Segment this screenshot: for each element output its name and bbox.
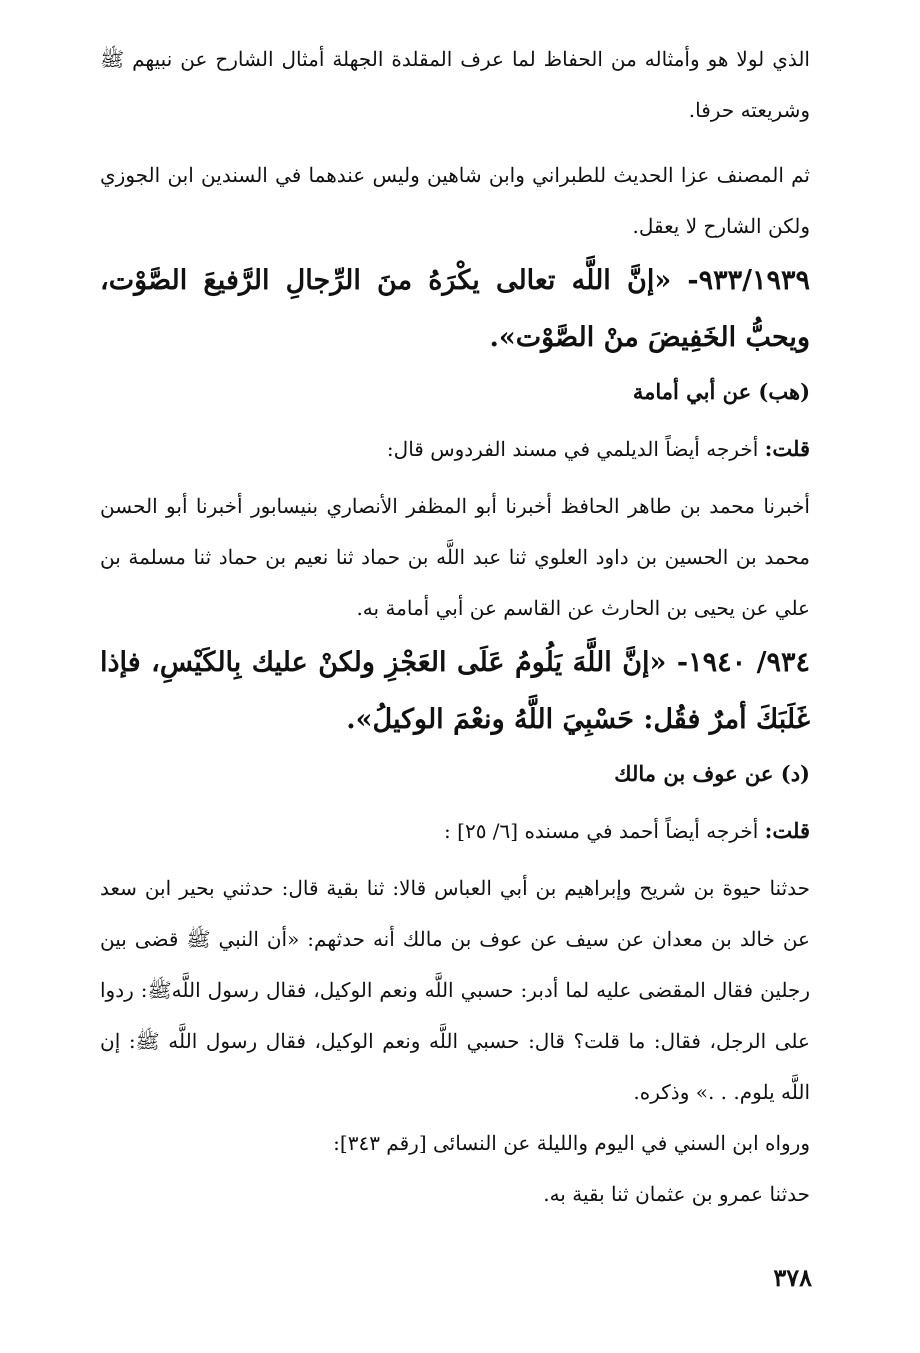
qult-text: أخرجه أيضاً أحمد في مسنده [٦/ ٢٥] : (444, 819, 759, 843)
paragraph-author-note: ثم المصنف عزا الحديث للطبراني وابن شاهين وليس عندهما في السندين ابن الجوزي ولكن الشارح لا يعقل. (100, 163, 810, 238)
isnad-paragraph-1: أخبرنا محمد بن طاهر الحافظ أخبرنا أبو المظفر الأنصاري بنيسابور أخبرنا أبو الحسن محمد بن الحسين بن داود العلوي ثنا عبد اللَّه بن حماد ثنا نعيم بن حماد ثنا مسلمة بن علي عن يحيى بن الحارث عن القاسم عن أبي أمامة به. (100, 494, 810, 620)
hadith-934: ٩٣٤/ ١٩٤٠- «إنَّ اللَّهَ يَلُومُ عَلَى العَجْزِ ولكنْ عليك بِالكَيْسِ، فإذا غَلَبَكَ أمرٌ فقُل: حَسْبِيَ اللَّهُ ونعْمَ الوكيلُ». (100, 647, 810, 735)
isnad-paragraph-2: حدثنا حيوة بن شريح وإبراهيم بن أبي العباس قالا: ثنا بقية قال: حدثني بحير ابن سعد عن خالد بن معدان عن سيف عن عوف بن مالك أنه حدثهم: «أن النبي ﷺ قضى بين رجلين فقال المقضى عليه لما أدبر: حسبي اللَّه ونعم الوكيل، فقال رسول اللَّهﷺ: ردوا على الرجل، فقال: ما قلت؟ قال: حسبي اللَّه ونعم الوكيل، فقال رسول اللَّه ﷺ: إن اللَّه يلوم. . .» وذكره. (100, 876, 810, 1104)
hadith-934-source: (د) عن عوف بن مالك (614, 761, 810, 786)
qult-note-2 (100, 805, 810, 857)
hadith-933-source: (هب) عن أبي أمامة (632, 379, 810, 404)
page-body (100, 34, 810, 1220)
qult-text: أخرجه أيضاً الديلمي في مسند الفردوس قال: (386, 437, 759, 461)
qult-label: قلت: (764, 818, 810, 843)
qult-label: قلت: (764, 436, 810, 461)
page-number: ٣٧٨ (773, 1263, 812, 1292)
closing-chain: حدثنا عمرو بن عثمان ثنا بقية به. (543, 1182, 810, 1206)
qult-note-1 (100, 423, 810, 475)
paragraph-intro: الذي لولا هو وأمثاله من الحفاظ لما عرف المقلدة الجهلة أمثال الشارح عن نبيهم ﷺ وشريعته حرفا. (100, 47, 810, 122)
riwaya-paragraph: ورواه ابن السني في اليوم والليلة عن النسائى [رقم ٣٤٣]: (333, 1131, 810, 1155)
hadith-933: ٩٣٣/١٩٣٩- «إنَّ اللَّه تعالى يكْرَهُ منَ الرِّجالِ الرَّفيعَ الصَّوْت، ويحبُّ الخَفِيضَ منْ الصَّوْت». (100, 265, 810, 353)
